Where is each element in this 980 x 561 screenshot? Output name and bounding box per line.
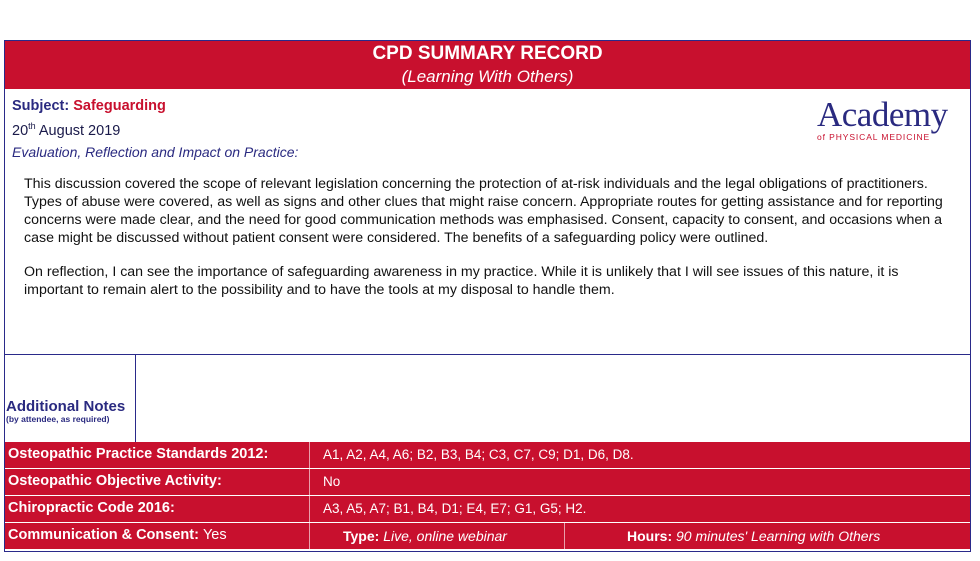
activity-type <box>343 528 507 544</box>
subject-value: Safeguarding <box>73 98 166 114</box>
cell-divider <box>309 496 310 522</box>
cpd-record-sheet <box>4 40 971 552</box>
table-row-summary <box>5 523 970 550</box>
divider-line <box>5 354 970 355</box>
table-row <box>5 469 970 496</box>
record-title: CPD SUMMARY RECORD <box>372 43 603 64</box>
notes-title: Additional Notes <box>6 398 126 415</box>
row-key: Osteopathic Objective Activity: <box>8 473 222 489</box>
record-header <box>5 41 970 89</box>
comm-value: Yes <box>202 527 227 543</box>
notes-divider <box>135 355 136 442</box>
activity-hours <box>627 528 880 544</box>
hours-label: Hours: <box>627 528 673 544</box>
table-row <box>5 496 970 523</box>
record-subtitle: (Learning With Others) <box>401 67 574 86</box>
row-value: A3, A5, A7; B1, B4, D1; E4, E7; G1, G5; H2. <box>323 501 587 516</box>
cell-divider <box>309 523 310 549</box>
row-key: Chiropractic Code 2016: <box>8 500 175 516</box>
evaluation-paragraph-1: This discussion covered the scope of relevant legislation concerning the protection of at-risk individuals and the legal obligations of practitioners. Types of abuse were covered, as well as signs and other clues that might raise concern. Appropriate routes for getting assistance and for reporting concerns were made clear, and the need for good communication methods was emphasised. Consent, capacity to consent, and occasions when a case might be discussed without patient consent were considered. The benefits of a safeguarding policy were outlined. <box>24 176 943 246</box>
subject-line <box>12 98 166 114</box>
logo-subtitle: of PHYSICAL MEDICINE <box>817 132 931 142</box>
communication-consent <box>8 527 227 543</box>
standards-table <box>5 442 970 550</box>
date-day: 20 <box>12 122 29 139</box>
record-date <box>12 121 120 139</box>
hours-value: 90 minutes' Learning with Others <box>676 528 881 544</box>
cell-divider <box>309 442 310 468</box>
type-value: Live, online webinar <box>383 528 507 544</box>
cell-divider <box>564 523 565 549</box>
date-rest: August 2019 <box>38 122 121 139</box>
academy-logo <box>817 96 967 140</box>
cell-divider <box>309 469 310 495</box>
comm-label: Communication & Consent: <box>8 527 199 543</box>
evaluation-paragraph-2: On reflection, I can see the importance of safeguarding awareness in my practice. While it is unlikely that I will see issues of this nature, it is important to remain alert to the possibility and to have the tools at my disposal to handle them. <box>24 264 899 298</box>
row-value: A1, A2, A4, A6; B2, B3, B4; C3, C7, C9; D1, D6, D8. <box>323 447 634 462</box>
row-key: Osteopathic Practice Standards 2012: <box>8 446 269 462</box>
additional-notes-label <box>6 398 134 424</box>
evaluation-body <box>24 175 949 315</box>
notes-subtitle: (by attendee, as required) <box>6 414 110 424</box>
evaluation-heading: Evaluation, Reflection and Impact on Practice: <box>12 144 299 160</box>
type-label: Type: <box>343 528 380 544</box>
table-row <box>5 442 970 469</box>
date-suffix: th <box>28 121 36 131</box>
logo-wordmark: Academy <box>817 95 948 134</box>
row-value: No <box>323 474 341 489</box>
subject-label: Subject: <box>12 98 70 114</box>
